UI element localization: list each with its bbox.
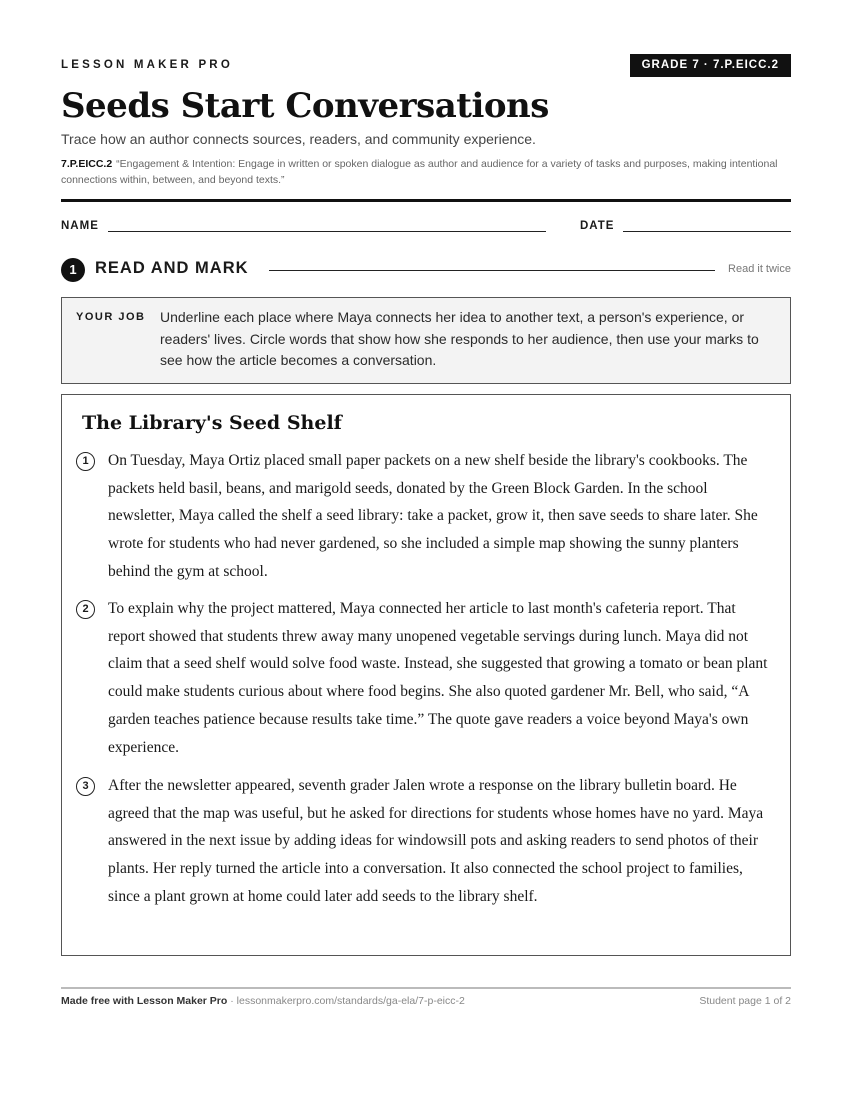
footer-made-with: Made free with Lesson Maker Pro bbox=[61, 995, 228, 1007]
article-paragraph-3: After the newsletter appeared, seventh grader Jalen wrote a response on the library bulletin board. He agreed that the map was useful, but he asked for directions for students whose homes have no yard. Maya answered in the next issue by adding ideas for windowsill pots and asking readers to send photos of their plants. Her reply turned the article into a conversation. It also connected the school project to families, since a plant grown at home could later add seeds to the library shelf. bbox=[108, 777, 764, 905]
footer-divider bbox=[61, 987, 791, 989]
section-title: READ AND MARK bbox=[95, 259, 249, 277]
footer-credit bbox=[61, 995, 465, 1007]
standard-code: 7.P.EICC.2 bbox=[61, 158, 113, 170]
instructions-label: YOUR JOB bbox=[76, 311, 146, 323]
grade-badge: GRADE 7 · 7.P.EICC.2 bbox=[630, 54, 791, 77]
paragraph-number-2: 2 bbox=[76, 600, 95, 619]
footer-page-number: Student page 1 of 2 bbox=[699, 995, 791, 1007]
date-field[interactable] bbox=[623, 231, 791, 232]
instructions-box bbox=[61, 297, 791, 384]
standard-text: “Engagement & Intention: Engage in written or spoken dialogue as author and audience for a variety of tasks and purposes, making intentional connections within, between, and beyond texts.” bbox=[61, 158, 778, 186]
name-field[interactable] bbox=[108, 231, 546, 232]
name-label: NAME bbox=[61, 220, 99, 232]
standard-description bbox=[61, 156, 791, 188]
page-subtitle: Trace how an author connects sources, readers, and community experience. bbox=[61, 131, 536, 147]
article-paragraph-1: On Tuesday, Maya Ortiz placed small paper packets on a new shelf beside the library's cookbooks. The packets held basil, beans, and marigold seeds, donated by the Green Block Garden. In the school newsletter, Maya called the shelf a seed library: take a packet, grow it, then save seeds to share later. She wrote for students who had never gardened, so she included a simple map showing the sunny planters behind the gym at school. bbox=[108, 452, 758, 580]
paragraph-number-1: 1 bbox=[76, 452, 95, 471]
brand-name: LESSON MAKER PRO bbox=[61, 59, 233, 71]
section-note: Read it twice bbox=[728, 263, 791, 275]
section-number-badge: 1 bbox=[61, 258, 85, 282]
article-box bbox=[61, 394, 791, 956]
date-label: DATE bbox=[580, 220, 615, 232]
instructions-text: Underline each place where Maya connects her idea to another text, a person's experience, or readers' lives. Circle words that show how she responds to her audience, then use your marks to see how the article becomes a conversation. bbox=[160, 309, 759, 368]
section-divider bbox=[269, 270, 715, 271]
footer-url[interactable]: · lessonmakerpro.com/standards/ga-ela/7-p-eicc-2 bbox=[227, 995, 465, 1007]
page-title: Seeds Start Conversations bbox=[61, 86, 549, 126]
article-paragraph-2: To explain why the project mattered, Maya connected her article to last month's cafeteria report. That report showed that students threw away many unopened vegetable servings during lunch. Maya did not claim that a seed shelf would solve food waste. Instead, she suggested that growing a tomato or bean plant could make students curious about where food begins. She also quoted gardener Mr. Bell, who said, “A garden teaches patience because results take time.” The quote gave readers a voice beyond Maya's own experience. bbox=[108, 600, 768, 756]
article-title: The Library's Seed Shelf bbox=[82, 412, 342, 434]
paragraph-number-3: 3 bbox=[76, 777, 95, 796]
header-divider bbox=[61, 199, 791, 202]
